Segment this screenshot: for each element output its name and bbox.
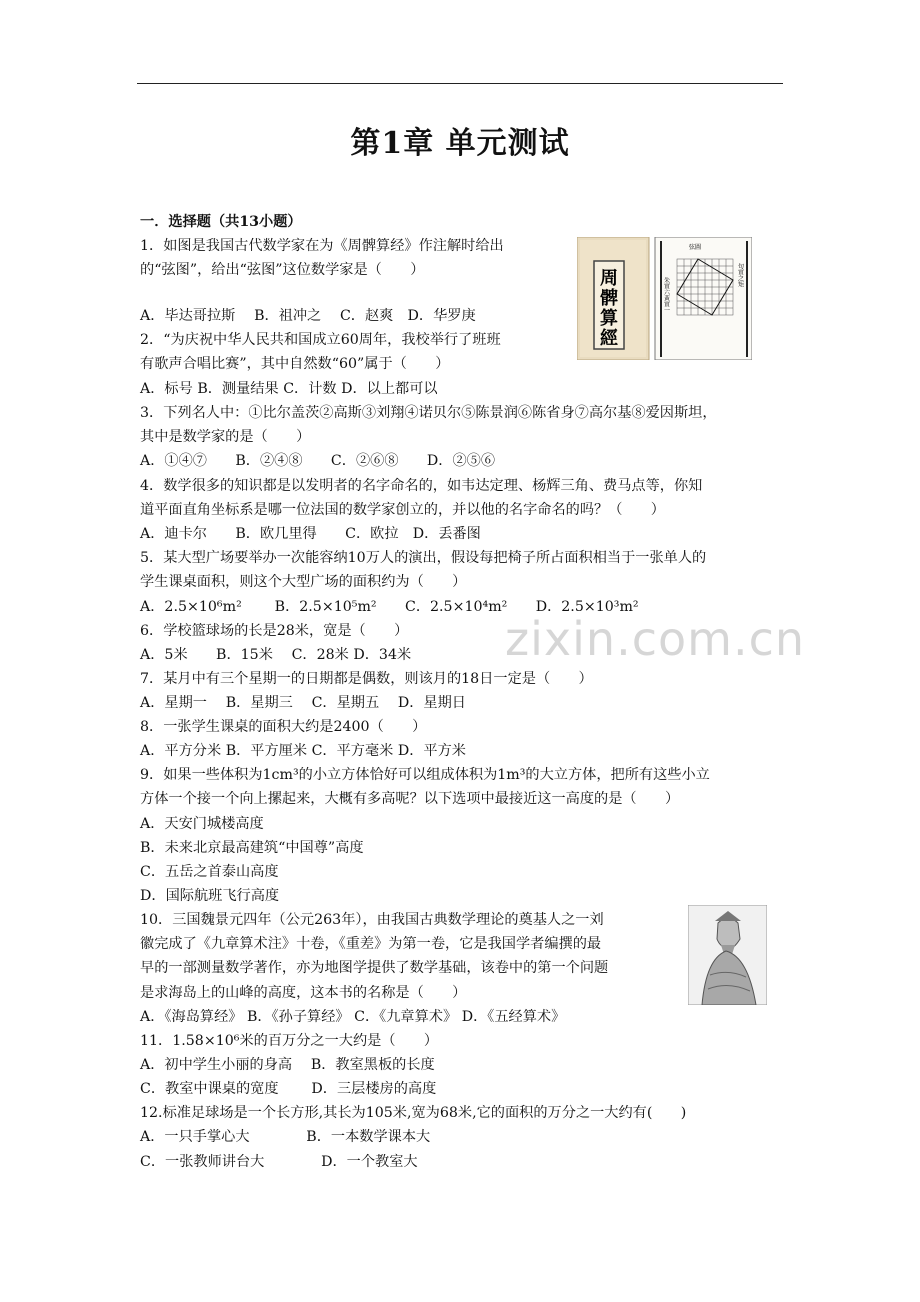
question-9-line-2: 方体一个接一个向上摞起来，大概有多高呢？以下选项中最接近这一高度的是（ ） bbox=[140, 791, 680, 807]
question-2-line-2: 有歌声合唱比赛”，其中自然数“60”属于（ ） bbox=[140, 356, 450, 372]
question-7-line-1: 7．某月中有三个星期一的日期都是偶数，则该月的18日一定是（ ） bbox=[140, 671, 593, 687]
question-10-options: A．《海岛算经》 B．《孙子算经》 C．《九章算术》 D．《五经算术》 bbox=[140, 1009, 566, 1025]
question-8-line-1: 8．一张学生课桌的面积大约是2400（ ） bbox=[140, 719, 427, 735]
question-12-options-cd: C．一张教师讲台大 D．一个教室大 bbox=[140, 1154, 418, 1170]
question-3-line-1: 3．下列名人中：①比尔盖茨②高斯③刘翔④诺贝尔⑤陈景润⑥陈省身⑦高尔基⑧爱因斯坦， bbox=[140, 405, 717, 421]
question-6-options: A．5米 B．15米 C．28米 D．34米 bbox=[140, 647, 412, 663]
question-9-line-1: 9．如果一些体积为1cm³的小立方体恰好可以组成体积为1m³的大立方体，把所有这些小立 bbox=[140, 767, 710, 783]
question-10-line-3: 早的一部测量数学著作，亦为地图学提供了数学基础，该卷中的第一个问题 bbox=[140, 960, 609, 976]
question-3-options: A．①④⑦ B．②④⑧ C．②⑥⑧ D．②⑤⑥ bbox=[140, 453, 496, 469]
question-5-options: A．2.5×10⁶m² B．2.5×10⁵m² C．2.5×10⁴m² D．2.5×10³m² bbox=[140, 599, 639, 615]
book-title-char-1: 周 bbox=[600, 268, 618, 289]
question-5-line-2: 学生课桌面积，则这个大型广场的面积约为（ ） bbox=[140, 574, 467, 590]
question-9-option-c: C．五岳之首泰山高度 bbox=[140, 864, 279, 880]
question-5-line-1: 5．某大型广场要举办一次能容纳10万人的演出，假设每把椅子所占面积相当于一张单人的 bbox=[140, 550, 707, 566]
question-11-options-ab: A．初中学生小丽的身高 B．教室黑板的长度 bbox=[140, 1057, 435, 1073]
diagram-label: 弦圖 bbox=[689, 244, 702, 251]
book-title-char-3: 算 bbox=[600, 308, 618, 329]
header-rule bbox=[137, 83, 783, 84]
question-8-options: A．平方分米 B．平方厘米 C．平方毫米 D．平方米 bbox=[140, 743, 466, 759]
question-10-line-4: 是求海岛上的山峰的高度，这本书的名称是（ ） bbox=[140, 985, 467, 1001]
question-1-options: A．毕达哥拉斯 B．祖冲之 C．赵爽 D．华罗庚 bbox=[140, 308, 476, 324]
section-heading: 一．选择题（共13小题） bbox=[140, 214, 302, 230]
question-9-option-d: D．国际航班飞行高度 bbox=[140, 888, 280, 904]
watermark: zixin.com.cn bbox=[505, 612, 806, 666]
question-12-options-ab: A．一只手掌心大 B．一本数学课本大 bbox=[140, 1129, 431, 1145]
question-9-option-a: A．天安门城楼高度 bbox=[140, 816, 264, 832]
question-2-line-1: 2．“为庆祝中华人民共和国成立60周年，我校举行了班班 bbox=[140, 332, 501, 348]
question-11-line-1: 11．1.58×10⁶米的百万分之一大约是（ ） bbox=[140, 1033, 439, 1049]
question-4-options: A．迪卡尔 B．欧几里得 C．欧拉 D．丢番图 bbox=[140, 526, 481, 542]
question-2-options: A．标号 B．测量结果 C．计数 D．以上都可以 bbox=[140, 381, 438, 397]
liu-hui-portrait bbox=[688, 905, 767, 1005]
question-1-line-2: 的“弦图”，给出“弦图”这位数学家是（ ） bbox=[140, 262, 425, 278]
question-7-options: A．星期一 B．星期三 C．星期五 D．星期日 bbox=[140, 695, 466, 711]
question-3-line-2: 其中是数学家的是（ ） bbox=[140, 429, 311, 445]
question-4-line-2: 道平面直角坐标系是哪一位法国的数学家创立的，并以他的名字命名的吗？（ ） bbox=[140, 502, 665, 518]
diagram-side-text-right: 句實之矩 bbox=[736, 263, 744, 287]
question-4-line-1: 4．数学很多的知识都是以发明者的名字命名的，如韦达定理、杨辉三角、费马点等，你知 bbox=[140, 478, 703, 494]
page-title: 第1章 单元测试 bbox=[350, 126, 570, 161]
question-10-line-1: 10．三国魏景元四年（公元263年），由我国古典数学理论的奠基人之一刘 bbox=[140, 912, 604, 928]
zhoubi-suanjing-figure bbox=[577, 237, 752, 360]
question-1-line-1: 1．如图是我国古代数学家在为《周髀算经》作注解时给出 bbox=[140, 238, 504, 254]
question-12-line-1: 12.标准足球场是一个长方形,其长为105米,宽为68米,它的面积的万分之一大约有( ) bbox=[140, 1105, 687, 1121]
question-10-line-2: 徽完成了《九章算术注》十卷，《重差》为第一卷，它是我国学者编撰的最 bbox=[140, 936, 602, 952]
diagram-side-text-left: 朱實六黃實一 bbox=[662, 277, 670, 313]
book-title-char-4: 經 bbox=[600, 328, 618, 349]
question-6-line-1: 6．学校篮球场的长是28米，宽是（ ） bbox=[140, 623, 409, 639]
question-11-options-cd: C．教室中课桌的宽度 D．三层楼房的高度 bbox=[140, 1081, 437, 1097]
question-9-option-b: B．未来北京最高建筑“中国尊”高度 bbox=[140, 840, 364, 856]
book-title-char-2: 髀 bbox=[600, 288, 618, 309]
